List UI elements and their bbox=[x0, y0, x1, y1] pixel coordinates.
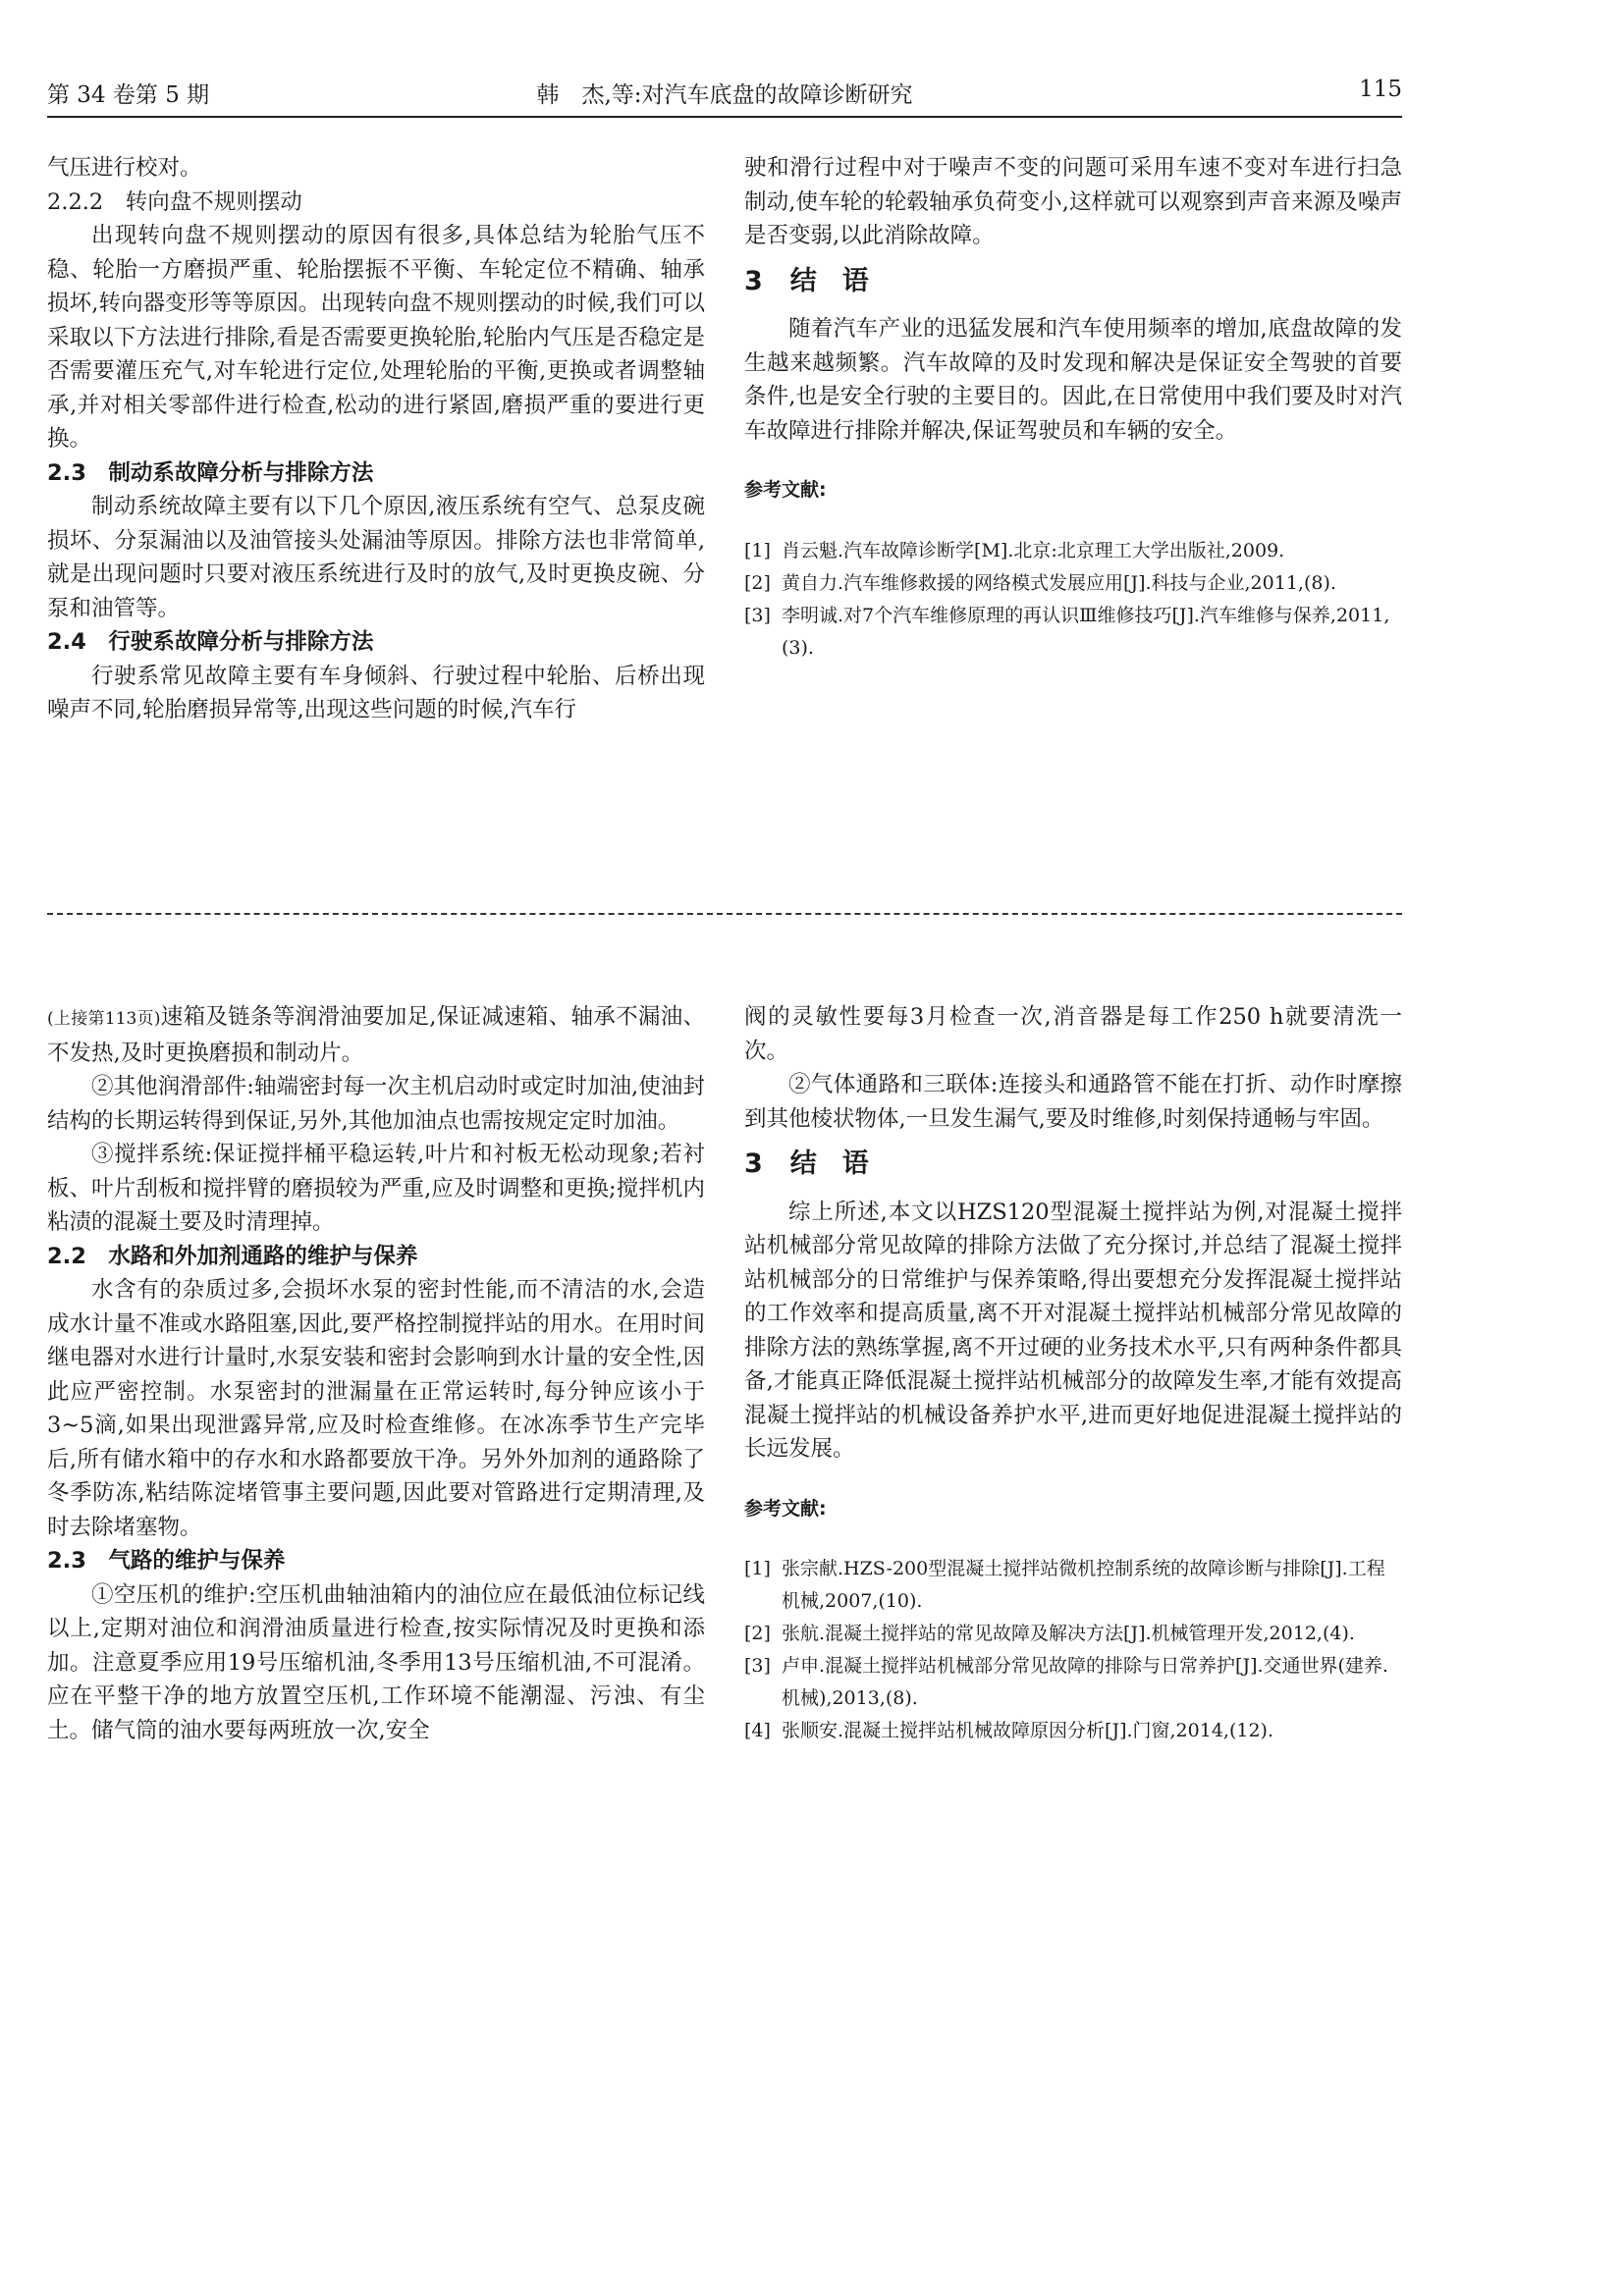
section-title-char: 语 bbox=[841, 1148, 869, 1179]
reference-tag: [3] bbox=[744, 1655, 771, 1677]
section-3-title bbox=[744, 1148, 1402, 1182]
paragraph: 制动系统故障主要有以下几个原因,液压系统有空气、总泵皮碗损坏、分泵漏油以及油管接头处漏油等原因。排除方法也非常简单,就是出现问题时只要对液压系统进行及时的放气,及时更换皮碗、分泵和油管等。 bbox=[47, 494, 705, 621]
reference-text: 肖云魁.汽车故障诊断学[M].北京:北京理工大学出版社,2009. bbox=[782, 539, 1285, 561]
references-title: 参考文献: bbox=[744, 1497, 827, 1520]
section-number: 3 bbox=[744, 1148, 763, 1179]
reference-tag: [3] bbox=[744, 604, 771, 626]
continued-text: 驶和滑行过程中对于噪声不变的问题可采用车速不变对车进行扫急制动,使车轮的轮毂轴承负荷变小,这样就可以观察到声音来源及噪声是否变弱,以此消除故障。 bbox=[744, 155, 1402, 248]
reference-item bbox=[744, 600, 1402, 665]
continued-text-body: 速箱及链条等润滑油要加足,保证减速箱、轴承不漏油、不发热,及时更换磨损和制动片。 bbox=[47, 1004, 705, 1066]
references-list bbox=[744, 535, 1402, 665]
section-2-4-title: 2.4 行驶系故障分析与排除方法 bbox=[47, 629, 374, 655]
reference-item bbox=[744, 535, 1402, 567]
section-2-3-title: 2.3 制动系故障分析与排除方法 bbox=[47, 459, 374, 486]
reference-item bbox=[744, 1715, 1402, 1747]
continued-text: 阀的灵敏性要每3月检查一次,消音器是每工作250 h就要清洗一次。 bbox=[744, 1004, 1402, 1064]
reference-text: 张顺安.混凝土搅拌站机械故障原因分析[J].门窗,2014,(12). bbox=[782, 1720, 1273, 1741]
reference-item bbox=[744, 1650, 1402, 1715]
reference-tag: [1] bbox=[744, 539, 771, 561]
section-2-2-title: 2.2 水路和外加剂通路的维护与保养 bbox=[47, 1243, 418, 1269]
paragraph: 综上所述,本文以HZS120型混凝土搅拌站为例,对混凝土搅拌站机械部分常见故障的排除方法做了充分探讨,并总结了混凝土搅拌站机械部分的日常维护与保养策略,得出要想充分发挥混凝土搅拌站的工作效率和提高质量,离不开对混凝土搅拌站机械部分常见故障的排除方法的熟练掌握,离不开过硬的业务技术水平,只有两种条件都具备,才能真正降低混凝土搅拌站机械部分的故障发生率,才能有效提高混凝土搅拌站的机械设备养护水平,进而更好地促进混凝土搅拌站的长远发展。 bbox=[744, 1199, 1402, 1462]
article2-left-column bbox=[47, 1000, 705, 1747]
reference-tag: [2] bbox=[744, 1623, 771, 1644]
reference-item bbox=[744, 567, 1402, 600]
section-title-char: 语 bbox=[841, 265, 869, 296]
section-title-char: 结 bbox=[789, 265, 817, 296]
paragraph: 出现转向盘不规则摆动的原因有很多,具体总结为轮胎气压不稳、轮胎一方磨损严重、轮胎摆振不平衡、车轮定位不精确、轴承损坏,转向器变形等等原因。出现转向盘不规则摆动的时候,我们可以采取以下方法进行排除,看是否需要更换轮胎,轮胎内气压是否稳定是否需要灌压充气,对车轮进行定位,处理轮胎的平衡,更换或者调整轴承,并对相关零部件进行检查,松动的进行紧固,磨损严重的要进行更换。 bbox=[47, 223, 705, 452]
paragraph: 水含有的杂质过多,会损坏水泵的密封性能,而不清洁的水,会造成水计量不准或水路阻塞,因此,要严格控制搅拌站的用水。在用时间继电器对水进行计量时,水泵安装和密封会影响到水计量的安全性,因此应严密控制。水泵密封的泄漏量在正常运转时,每分钟应该小于3~5滴,如果出现泄露异常,应及时检查维修。在冰冻季节生产完毕后,所有储水箱中的存水和水路都要放干净。另外外加剂的通路除了冬季防冻,粘结陈淀堵管事主要问题,因此要对管路进行定期清理,及时去除堵塞物。 bbox=[47, 1277, 705, 1540]
journal-issue: 第 34 卷第 5 期 bbox=[47, 82, 210, 108]
continued-text: 气压进行校对。 bbox=[47, 155, 202, 181]
reference-tag: [4] bbox=[744, 1720, 771, 1741]
article-title: 韩 杰,等:对汽车底盘的故障诊断研究 bbox=[536, 82, 913, 108]
paragraph: 行驶系常见故障主要有车身倾斜、行驶过程中轮胎、后桥出现噪声不同,轮胎磨损异常等,出现这些问题的时候,汽车行 bbox=[47, 663, 705, 722]
section-2-3-title: 2.3 气路的维护与保养 bbox=[47, 1548, 286, 1574]
reference-text: 李明诚.对7个汽车维修原理的再认识Ⅲ维修技巧[J].汽车维修与保养,2011,(3). bbox=[782, 604, 1390, 659]
article1-right-column bbox=[744, 151, 1402, 665]
reference-text: 张航.混凝土搅拌站的常见故障及解决方法[J].机械管理开发,2012,(4). bbox=[782, 1623, 1355, 1644]
paragraph: ②其他润滑部件:轴端密封每一次主机启动时或定时加油,使油封结构的长期运转得到保证,另外,其他加油点也需按规定定时加油。 bbox=[47, 1074, 705, 1134]
page-number: 115 bbox=[1359, 77, 1402, 102]
references-title: 参考文献: bbox=[744, 479, 827, 501]
paragraph: ③搅拌系统:保证搅拌桶平稳运转,叶片和衬板无松动现象;若衬板、叶片刮板和搅拌臂的磨损较为严重,应及时调整和更换;搅拌机内粘渍的混凝土要及时清理掉。 bbox=[47, 1142, 705, 1235]
reference-text: 卢申.混凝土搅拌站机械部分常见故障的排除与日常养护[J].交通世界(建养.机械),2013,(8). bbox=[782, 1655, 1388, 1709]
running-header bbox=[47, 77, 1402, 118]
article1-left-column bbox=[47, 151, 705, 727]
reference-item bbox=[744, 1618, 1402, 1650]
article2-right-column bbox=[744, 1000, 1402, 1747]
paragraph: 随着汽车产业的迅猛发展和汽车使用频率的增加,底盘故障的发生越来越频繁。汽车故障的及时发现和解决是保证安全驾驶的首要条件,也是安全行驶的主要目的。因此,在日常使用中我们要及时对汽车故障进行排除并解决,保证驾驶员和车辆的安全。 bbox=[744, 316, 1402, 444]
reference-tag: [2] bbox=[744, 571, 771, 594]
continued-text bbox=[47, 1000, 705, 1070]
reference-text: 张宗献.HZS-200型混凝土搅拌站微机控制系统的故障诊断与排除[J].工程机械,2007,(10). bbox=[782, 1558, 1385, 1612]
references-list bbox=[744, 1553, 1402, 1747]
paragraph: ②气体通路和三联体:连接头和通路管不能在打折、动作时摩擦到其他棱状物体,一旦发生漏气,要及时维修,时刻保持通畅与牢固。 bbox=[744, 1072, 1402, 1132]
section-title-char: 结 bbox=[789, 1148, 817, 1179]
section-number: 3 bbox=[744, 265, 763, 296]
continued-from-note: (上接第113页) bbox=[47, 1009, 161, 1029]
section-3-title bbox=[744, 265, 1402, 299]
subsection-2-2-2-title: 2.2.2 转向盘不规则摆动 bbox=[47, 188, 302, 215]
reference-tag: [1] bbox=[744, 1558, 771, 1579]
reference-item bbox=[744, 1553, 1402, 1618]
article-divider bbox=[47, 913, 1402, 915]
reference-text: 黄自力.汽车维修救援的网络模式发展应用[J].科技与企业,2011,(8). bbox=[782, 571, 1336, 594]
paragraph: ①空压机的维护:空压机曲轴油箱内的油位应在最低油位标记线以上,定期对油位和润滑油质量进行检查,按实际情况及时更换和添加。注意夏季应用19号压缩机油,冬季用13号压缩机油,不可混淆。应在平整干净的地方放置空压机,工作环境不能潮湿、污浊、有尘土。储气筒的油水要每两班放一次,安全 bbox=[47, 1581, 705, 1743]
